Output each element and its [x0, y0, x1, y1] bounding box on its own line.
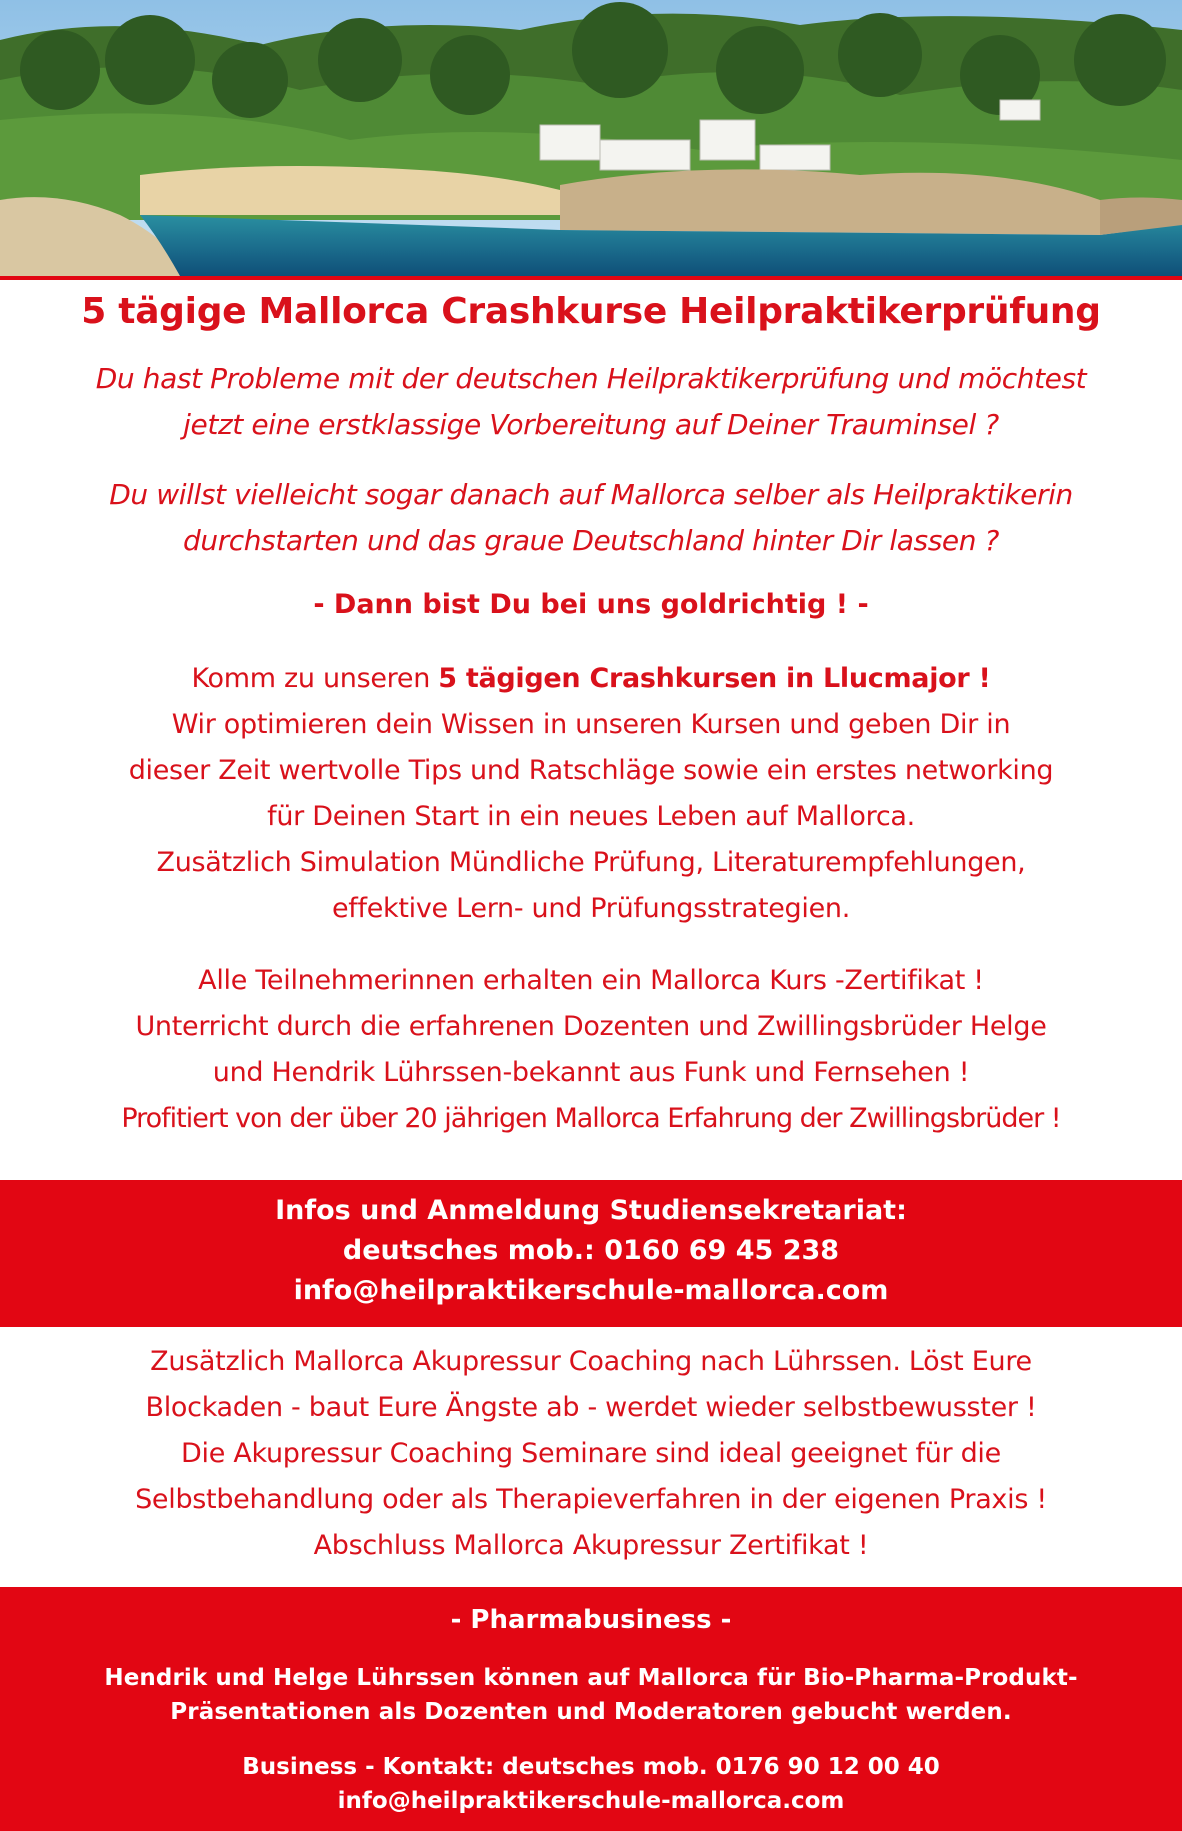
akupressur-line: Abschluss Mallorca Akupressur Zertifikat ! — [313, 1530, 869, 1561]
pharmabusiness-heading: - Pharmabusiness - — [450, 1605, 732, 1635]
course-line: für Deinen Start in ein neues Leben auf Mallorca. — [267, 801, 915, 832]
intro-question-1 — [30, 356, 1152, 448]
goldrichtig-slogan: - Dann bist Du bei uns goldrichtig ! - — [313, 589, 869, 620]
intro-line: jetzt eine erstklassige Vorbereitung auf Deiner Trauminsel ? — [183, 408, 999, 441]
pharmabusiness-line: Hendrik und Helge Lührssen können auf Mallorca für Bio-Pharma-Produkt- — [104, 1665, 1078, 1691]
certificate-line: Unterricht durch die erfahrenen Dozenten und Zwillingsbrüder Helge — [135, 1011, 1047, 1042]
akupressur-line: Selbstbehandlung oder als Therapieverfahren in der eigenen Praxis ! — [135, 1484, 1047, 1515]
course-line: effektive Lern- und Prüfungsstrategien. — [331, 893, 851, 924]
course-description — [20, 656, 1162, 932]
business-contact-email[interactable]: info@heilpraktikerschule-mallorca.com — [337, 1788, 845, 1814]
business-contact — [20, 1750, 1162, 1818]
course-lead — [20, 656, 1162, 702]
certificate-line: und Hendrik Lührssen-bekannt aus Funk und Fernsehen ! — [212, 1057, 970, 1088]
certificate-info — [20, 958, 1162, 1142]
course-lead-highlight: 5 tägigen Crashkursen in Llucmajor ! — [438, 663, 991, 694]
header-divider — [0, 276, 1182, 280]
intro-line: durchstarten und das graue Deutschland hinter Dir lassen ? — [182, 524, 1000, 557]
registration-band — [0, 1180, 1182, 1327]
akupressur-line: Zusätzlich Mallorca Akupressur Coaching nach Lührssen. Löst Eure — [150, 1346, 1032, 1377]
registration-phone[interactable]: deutsches mob.: 0160 69 45 238 — [342, 1235, 840, 1266]
intro-question-2 — [30, 472, 1152, 564]
pharmabusiness-band — [0, 1587, 1182, 1831]
certificate-line: Profitiert von der über 20 jährigen Mallorca Erfahrung der Zwillingsbrüder ! — [121, 1103, 1061, 1134]
akupressur-line: Die Akupressur Coaching Seminare sind ideal geeignet für die — [181, 1438, 1001, 1469]
course-line: dieser Zeit wertvolle Tips und Ratschläge sowie ein erstes networking — [128, 755, 1054, 786]
business-contact-phone[interactable]: Business - Kontakt: deutsches mob. 0176 90 12 00 40 — [242, 1754, 940, 1780]
hero-image — [0, 0, 1182, 276]
intro-line: Du hast Probleme mit der deutschen Heilpraktikerprüfung und möchtest — [95, 362, 1087, 395]
registration-email[interactable]: info@heilpraktikerschule-mallorca.com — [293, 1275, 889, 1306]
course-lead-text: Komm zu unseren — [191, 663, 439, 694]
registration-heading: Infos und Anmeldung Studiensekretariat: — [275, 1195, 907, 1226]
page-title: 5 tägige Mallorca Crashkurse Heilpraktikerprüfung — [81, 291, 1101, 332]
certificate-line: Alle Teilnehmerinnen erhalten ein Mallorca Kurs -Zertifikat ! — [198, 965, 984, 996]
pharmabusiness-line: Präsentationen als Dozenten und Moderatoren gebucht werden. — [170, 1699, 1012, 1725]
intro-line: Du willst vielleicht sogar danach auf Mallorca selber als Heilpraktikerin — [109, 478, 1073, 511]
course-line: Wir optimieren dein Wissen in unseren Kursen und geben Dir in — [171, 709, 1011, 740]
mallorca-bay-photo — [0, 0, 1182, 276]
course-line: Zusätzlich Simulation Mündliche Prüfung, Literaturempfehlungen, — [156, 847, 1026, 878]
akupressur-info — [20, 1339, 1162, 1569]
akupressur-line: Blockaden - baut Eure Ängste ab - werdet wieder selbstbewusster ! — [145, 1392, 1037, 1423]
pharmabusiness-text — [20, 1661, 1162, 1729]
